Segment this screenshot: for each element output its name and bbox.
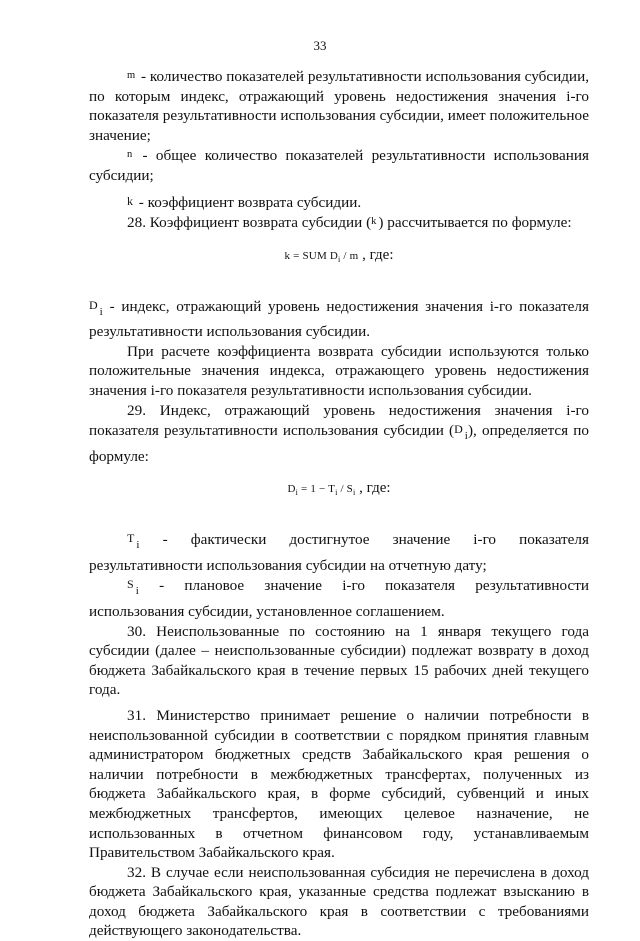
paragraph-29 (89, 401, 589, 467)
formula-di-lhs: D (287, 483, 296, 496)
symbol-t-sub: i (136, 539, 140, 552)
formula-di-suffix: , где: (355, 480, 391, 497)
paragraph-31: 31. Министерство принимает решение о наличии потребности в неиспользованной субсидии в соответствии с порядком принятия главным администратором бюджетных средств Забайкальского края решения о наличии потребности в межбюджетных трансфертах, полученных из бюджета Забайкальского края, в форме субсидий, субвенций и иных межбюджетных трансфертов, имеющих целевое назначение, не использованных в отчетном финансовом году, устанавливаемым Правительством Забайкальского края. (89, 706, 589, 862)
definition-di-text: - индекс, отражающий уровень недостижения значения i-го показателя результативности использования субсидии. (89, 297, 589, 341)
paragraph-29-before: 29. Индекс, отражающий уровень недостижения значения i-го показателя результативности использования субсидии ( (89, 401, 589, 440)
formula-k (89, 245, 589, 270)
definition-n-text: - общее количество показателей результативности использования субсидии; (89, 147, 589, 184)
page-number: 33 (313, 38, 327, 53)
formula-k-suffix: , где: (358, 246, 394, 263)
symbol-n: n (127, 149, 133, 161)
paragraph-28 (89, 212, 589, 233)
symbol-t: T (127, 531, 135, 546)
paragraph-calc: При расчете коэффициента возврата субсидии используются только положительные значения индекса, отражающего уровень недостижения значения i-го показателя результативности использования субсидии. (89, 342, 589, 399)
symbol-m: m (127, 70, 136, 81)
symbol-d: D (89, 297, 98, 312)
definition-n (89, 145, 589, 185)
definition-k-text: - коэффициент возврата субсидии. (135, 193, 362, 211)
definition-ti (89, 529, 589, 575)
definition-m (89, 66, 589, 145)
symbol-s: S (127, 577, 134, 592)
definition-si (89, 575, 589, 621)
paragraph-29-after: ), определяется по формуле: (89, 422, 589, 465)
paragraph-28-after: ) рассчитывается по формуле: (378, 214, 572, 232)
symbol-k: k (127, 193, 133, 208)
formula-di-lhs-sub: i (295, 488, 299, 498)
formula-di-mid: = 1 − T (298, 483, 336, 496)
formula-di-rhs-sub: i (352, 488, 356, 498)
formula-k-sub: i (338, 254, 341, 264)
paragraph-29-symbol: D (454, 422, 463, 437)
formula-di-rhs: / S (337, 483, 353, 496)
definition-k (89, 192, 589, 213)
document-body (89, 66, 589, 941)
formula-di (89, 478, 589, 503)
paragraph-29-sub: i (464, 430, 468, 443)
formula-k-rhs: / m (340, 249, 359, 262)
symbol-d-sub: i (99, 305, 103, 318)
paragraph-30: 30. Неиспользованные по состоянию на 1 января текущего года субсидии (далее – неиспользованные субсидии) подлежат возврату в доход бюджета Забайкальского края в течение первых 15 рабочих дней текущего года. (89, 622, 589, 699)
paragraph-32: 32. В случае если неиспользованная субсидия не перечислена в доход бюджета Забайкальского края, указанные средства подлежат взысканию в доход бюджета Забайкальского края в соответствии с требованиями действующего законодательства. (89, 863, 589, 940)
paragraph-28-before: 28. Коэффициент возврата субсидии ( (127, 214, 372, 232)
definition-m-text: - количество показателей результативности использования субсидии, по которым индекс, отражающий уровень недостижения значения i-го показателя результативности использования субсидии, имеет положительное значение; (89, 68, 589, 144)
formula-di-mid-sub: i (335, 488, 338, 498)
symbol-s-sub: i (135, 585, 139, 598)
definition-si-text: - плановое значение i-го показателя результативности использования субсидии, установленное соглашением. (89, 577, 589, 620)
paragraph-28-symbol: k (371, 216, 377, 228)
definition-ti-text: - фактически достигнутое значение i-го показателя результативности использования субсидии на отчетную дату; (89, 531, 589, 574)
definition-di (89, 296, 589, 342)
formula-k-lhs: k = SUM D (284, 249, 339, 262)
